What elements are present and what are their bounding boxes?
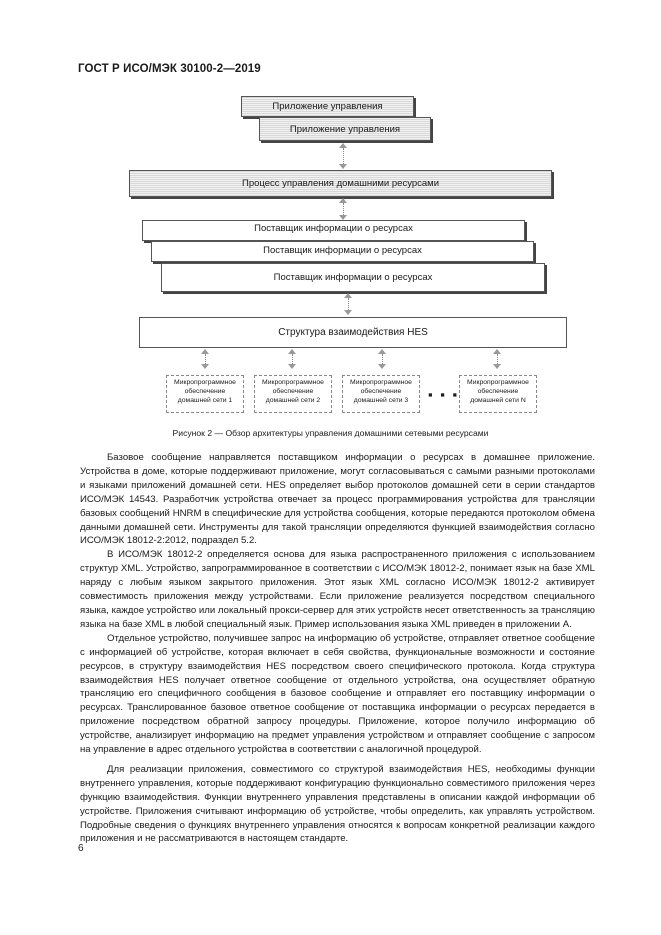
arrowhead-up	[201, 349, 209, 354]
arrowhead-up	[339, 198, 347, 203]
firmware-block-n	[459, 375, 537, 413]
firmware-line: Микропрограммное	[174, 379, 236, 386]
supplier-box-3: Поставщик информации о ресурсах	[161, 263, 545, 292]
supplier-box-1: Поставщик информации о ресурсах	[142, 220, 525, 241]
firmware-line: домашней сети 1	[177, 397, 233, 404]
ellipsis: ▪ ▪ ▪	[428, 387, 460, 402]
app-box-1: Приложение управления	[241, 96, 414, 117]
architecture-figure	[0, 0, 661, 438]
firmware-block-2	[254, 375, 332, 413]
firmware-line: домашней сети 2	[265, 397, 321, 404]
firmware-line: обеспечение	[184, 388, 226, 395]
firmware-line: Микропрограммное	[350, 379, 412, 386]
document-header: ГОСТ Р ИСО/МЭК 30100-2—2019	[78, 63, 261, 75]
arrowhead-down	[493, 364, 501, 369]
arrowhead-down	[378, 364, 386, 369]
paragraph-2: В ИСО/МЭК 18012-2 определяется основа для языка распространенного приложения с использованием структур XML. Устройство, запрограммированное в соответствии с ИСО/МЭК 18012-2, понимает язык на базе XML наряду с любым языком закрытого приложения. Этот язык XML согласно ИСО/МЭК 18012-2 активирует совместимость приложения между устройствами. Если приложение реализуется посредством специального языка, каждое устройство или локальный прокси-сервер для этих устройств несет ответственность за трансляцию языка на базе XML в любой специальный язык. Пример использования языка XML приведен в приложении А.	[80, 549, 595, 630]
firmware-line: обеспечение	[360, 388, 402, 395]
figure-caption: Рисунок 2 — Обзор архитектуры управления домашними сетевыми ресурсами	[172, 428, 489, 438]
paragraph-1: Базовое сообщение направляется поставщиком информации о ресурсах в домашнее приложение. Устройства в доме, которые поддерживают приложение, могут согласовываться с самыми разными протоколами и языками приложений домашней сети. HES определяет выбор протоколов домашней сети в серии стандартов ИСО/МЭК 14543. Разработчик устройства отвечает за процесс программирования устройства для трансляции базовых сообщений HNRM в специфические для устройства сообщения, которые передаются протоколом обмена данными домашней сети. Инструменты для такой трансляции определяются функцией взаимодействия согласно ИСО/МЭК 18012-2:2012, подраздел 5.2.	[80, 452, 595, 547]
firmware-line: домашней сети N	[470, 397, 526, 404]
firmware-line: обеспечение	[272, 388, 314, 395]
hes-structure-box: Структура взаимодействия HES	[139, 317, 567, 348]
arrowhead-up	[344, 293, 352, 298]
arrowhead-down	[201, 364, 209, 369]
paragraph-3: Отдельное устройство, получившее запрос на информацию об устройстве, отправляет ответное сообщение с информацией об устройстве, которая включает в себя свойства, функциональные возможности и состояние ресурсов, в структуру взаимодействия HES посредством своего специфического протокола. Когда структура взаимодействия HES получает ответное сообщение от отдельного устройства, она осуществляет обратную трансляцию его специфичного сообщения в базовое сообщение и отправляет его поставщику информации о ресурсах. Транслированное базовое ответное сообщение от поставщика информации о ресурсах передается в приложение посредством обратной запросу процедуры. Приложение, которое получило информацию об устройстве, анализирует информацию на предмет управления устройством и отправляет сообщение с запросом на управление в адрес отдельного устройства в соответствии с аналогичной процедурой.	[80, 632, 595, 756]
process-box: Процесс управления домашними ресурсами	[129, 170, 552, 197]
firmware-line: Микропрограммное	[467, 379, 529, 386]
arrowhead-down	[344, 310, 352, 315]
app-box-2: Приложение управления	[259, 117, 431, 141]
arrowhead-up	[339, 143, 347, 148]
arrowhead-down	[288, 364, 296, 369]
firmware-block-1	[166, 375, 244, 413]
paragraph-4: Для реализации приложения, совместимого со структурой взаимодействия HES, необходимы функции внутреннего управления, которые поддерживают конфигурацию функционально совместимого приложения через функцию взаимодействия. Функции внутреннего управления представлены в описании каждой информации об устройстве. Приложения считывают информацию об устройстве, чтобы определить, как управлять устройством. Подробные сведения о функциях внутреннего управления относятся к вопросам конкретной реализации каждого приложения и не рассматриваются в настоящем стандарте.	[80, 763, 595, 845]
firmware-block-3	[342, 375, 420, 413]
page-number: 6	[78, 843, 84, 854]
firmware-line: Микропрограммное	[262, 379, 324, 386]
arrowhead-up	[288, 349, 296, 354]
firmware-line: обеспечение	[477, 388, 519, 395]
supplier-box-2: Поставщик информации о ресурсах	[151, 241, 534, 262]
arrowhead-down	[339, 164, 347, 169]
firmware-line: домашней сети 3	[353, 397, 409, 404]
arrowhead-up	[493, 349, 501, 354]
arrowhead-up	[378, 349, 386, 354]
body-text	[80, 451, 595, 846]
